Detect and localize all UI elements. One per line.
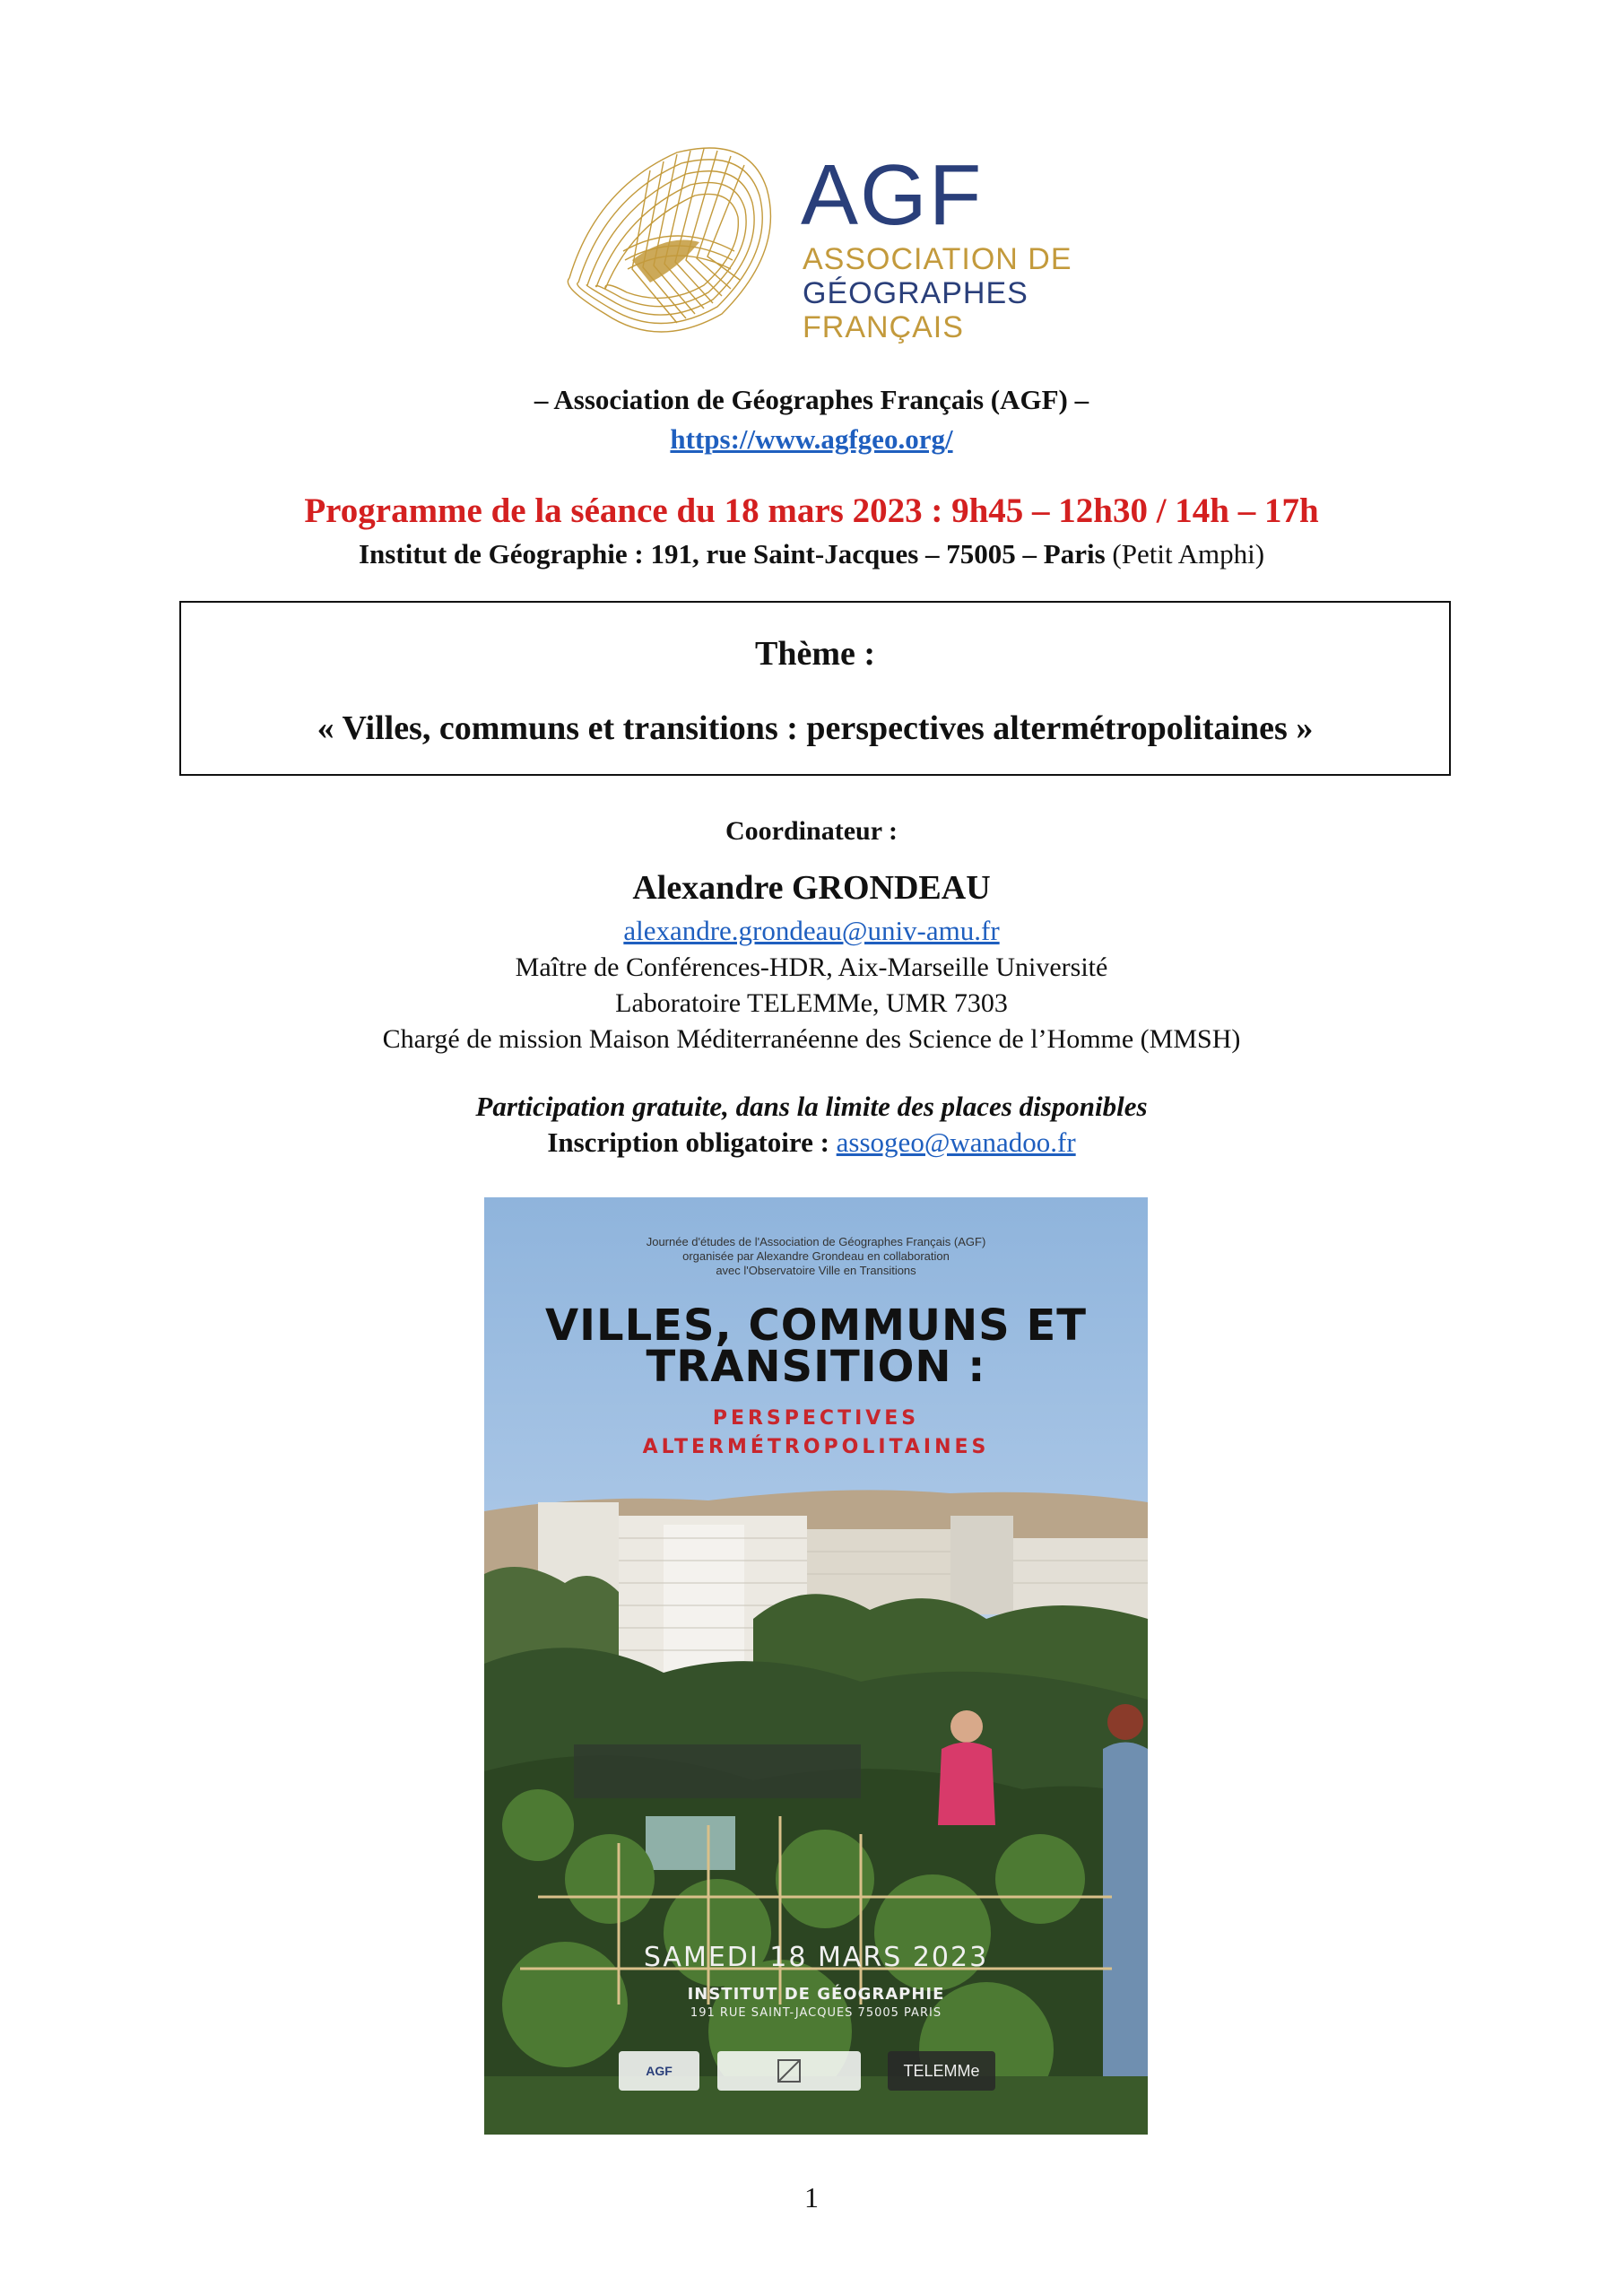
website-link-text[interactable]: https://www.agfgeo.org/ bbox=[670, 423, 953, 455]
logo-line-2: GÉOGRAPHES bbox=[803, 276, 1028, 310]
poster-title-2: TRANSITION : bbox=[646, 1342, 986, 1392]
coordinator-role-1: Maître de Conférences-HDR, Aix-Marseille Université bbox=[515, 952, 1108, 982]
coordinator-name: Alexandre GRONDEAU bbox=[632, 869, 991, 907]
poster-mmsh-logo bbox=[717, 2051, 861, 2091]
poster-intro-3: avec l'Observatoire Ville en Transitions bbox=[716, 1264, 916, 1277]
poster-intro-2: organisée par Alexandre Grondeau en collaboration bbox=[682, 1249, 950, 1263]
poster-telemme-logo bbox=[888, 2051, 995, 2091]
inscription-email-link[interactable]: assogeo@wanadoo.fr bbox=[836, 1126, 1076, 1158]
poster-place: INSTITUT DE GÉOGRAPHIE bbox=[687, 1985, 945, 2004]
website-link[interactable] bbox=[0, 423, 1623, 456]
poster-agf-logo bbox=[619, 2051, 699, 2091]
inscription-label: Inscription obligatoire : bbox=[547, 1126, 837, 1158]
program-title: Programme de la séance du 18 mars 2023 : 9h45 – 12h30 / 14h – 17h bbox=[304, 491, 1319, 530]
agf-spiral-emblem-icon bbox=[542, 135, 803, 350]
logo-line-3: FRANÇAIS bbox=[803, 310, 964, 344]
mmsh-emblem-icon bbox=[776, 2057, 803, 2084]
poster-agf-logo-text: AGF bbox=[646, 2064, 673, 2078]
poster-date: SAMEDI 18 MARS 2023 bbox=[643, 1942, 989, 1973]
event-poster bbox=[484, 1197, 1148, 2135]
poster-intro-1: Journée d'études de l'Association de Géographes Français (AGF) bbox=[646, 1235, 986, 1248]
poster-subtitle-1: PERSPECTIVES bbox=[712, 1407, 920, 1430]
address-room: (Petit Amphi) bbox=[1105, 538, 1265, 570]
theme-box bbox=[179, 601, 1451, 776]
poster-title-1: VILLES, COMMUNS ET bbox=[544, 1300, 1087, 1351]
event-address bbox=[0, 538, 1623, 570]
poster-telemme-logo-text: TELEMMe bbox=[903, 2061, 980, 2080]
page-number: 1 bbox=[804, 2181, 819, 2213]
coordinator-role-2: Laboratoire TELEMMe, UMR 7303 bbox=[615, 988, 1008, 1018]
poster-subtitle-2: ALTERMÉTROPOLITAINES bbox=[642, 1436, 990, 1458]
coordinator-label: Coordinateur : bbox=[725, 816, 898, 846]
theme-title: « Villes, communs et transitions : perspectives altermétropolitaines » bbox=[317, 709, 1314, 747]
inscription-line bbox=[0, 1126, 1623, 1159]
coordinator-role-3: Chargé de mission Maison Méditerranéenne des Science de l’Homme (MMSH) bbox=[382, 1024, 1241, 1054]
association-name: – Association de Géographes Français (AGF) – bbox=[534, 384, 1089, 415]
logo-line-1: ASSOCIATION DE bbox=[803, 242, 1072, 276]
coordinator-email-link[interactable] bbox=[0, 915, 1623, 947]
participation-note: Participation gratuite, dans la limite des places disponibles bbox=[475, 1091, 1148, 1122]
agf-logo bbox=[542, 135, 1081, 350]
poster-address: 191 RUE SAINT-JACQUES 75005 PARIS bbox=[690, 2006, 942, 2020]
coordinator-email-text[interactable]: alexandre.grondeau@univ-amu.fr bbox=[623, 915, 1000, 946]
address-main: Institut de Géographie : 191, rue Saint-Jacques – 75005 – Paris bbox=[358, 538, 1106, 570]
theme-label: Thème : bbox=[754, 635, 876, 673]
logo-acronym: AGF bbox=[801, 147, 984, 243]
